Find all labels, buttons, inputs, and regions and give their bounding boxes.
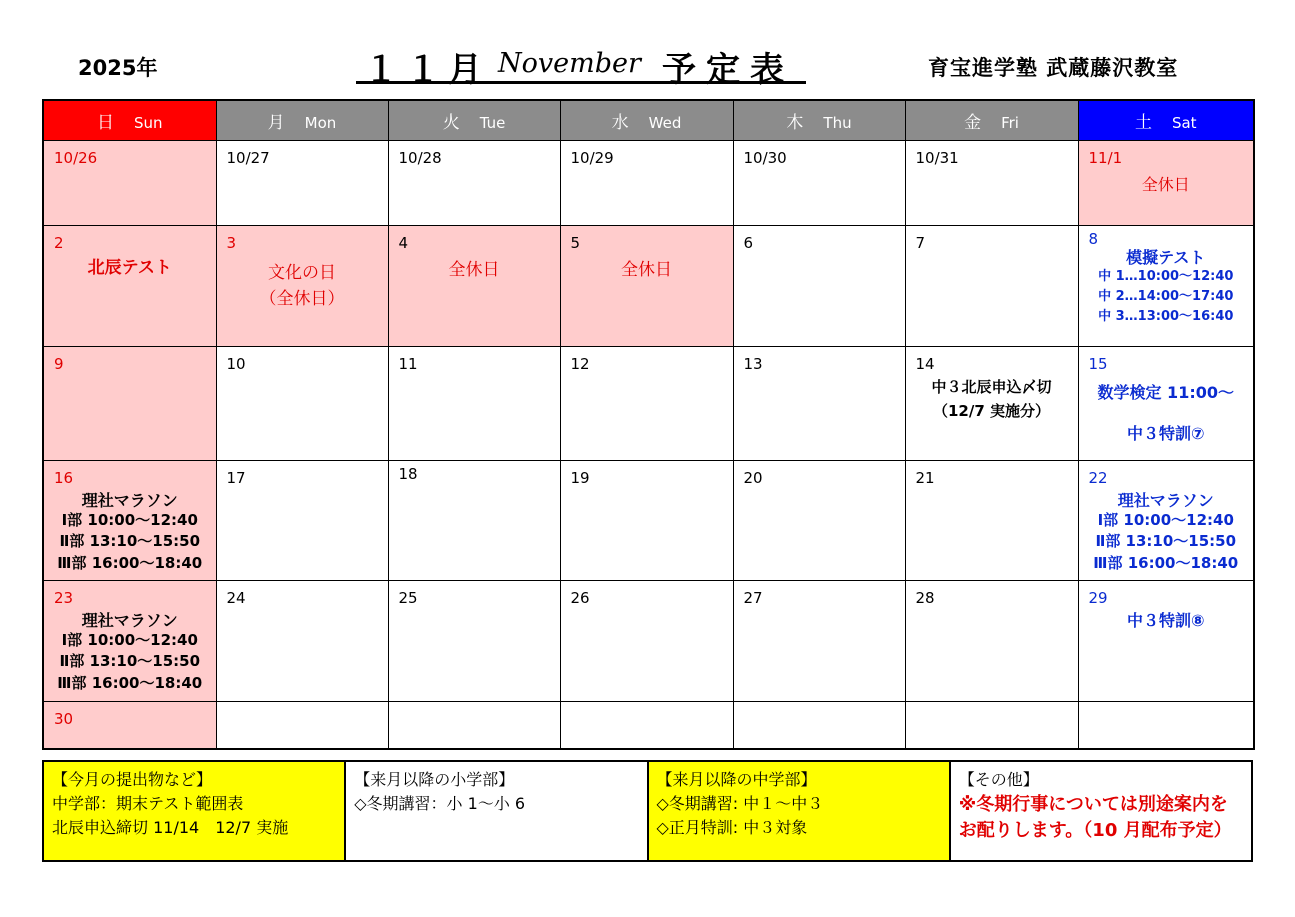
notes-line: ◇冬期講習：小 1～小 6 [354,794,526,813]
date-label: 10/29 [570,148,614,167]
day-cell [733,701,905,749]
notes-line: ◇冬期講習: 中１～中３ [656,794,824,813]
date-label: 4 [398,233,409,252]
day-cell [388,580,560,701]
day-header-sat: 土 Sat [1078,100,1254,140]
day-cell [905,580,1078,701]
event-text: Ⅱ部 13:10～15:50 [59,652,201,671]
event-title: 理社マラソン [81,490,178,510]
week-row [43,460,1254,580]
date-label: 8 [1088,229,1099,248]
date-label: 3 [226,233,237,252]
event-text: 中 2…14:00～17:40 [1098,288,1234,304]
day-cell [216,580,388,701]
date-label: 15 [1088,354,1108,373]
day-header-fri: 金 Fri [905,100,1078,140]
date-label: 22 [1088,468,1108,487]
date-label: 19 [570,468,590,487]
event-title: 模擬テスト [1126,247,1206,267]
notes-line: ◇正月特訓: 中３対象 [656,818,808,837]
year-label: 2025年 [78,56,158,80]
event-text: Ⅱ部 13:10～15:50 [59,532,201,551]
date-label: 23 [54,588,74,607]
day-cell [905,140,1078,225]
date-label: 30 [54,709,74,728]
event-text: 数学検定 11:00～ [1097,382,1234,402]
day-cell [905,701,1078,749]
date-label: 10/26 [54,148,98,167]
day-cell [1078,346,1254,460]
date-label: 13 [743,354,763,373]
day-cell [43,580,216,701]
week-row [43,140,1254,225]
date-label: 7 [915,233,926,252]
day-cell [1078,460,1254,580]
event-title: 理社マラソン [81,610,178,630]
day-header-wed: 水 Wed [560,100,733,140]
day-cell [388,140,560,225]
day-cell [43,140,216,225]
day-cell [43,701,216,749]
notes-junior-high [647,762,949,860]
day-cell [216,140,388,225]
day-cell [733,346,905,460]
event-text: Ⅲ部 16:00～18:40 [57,554,203,573]
event-text: （全休日） [259,288,345,309]
page-title [356,40,806,90]
day-cell [43,346,216,460]
date-label: 9 [54,354,64,373]
event-text: 中 1…10:00～12:40 [1098,268,1234,284]
event-text: 中３北辰申込〆切 [931,377,1052,396]
title-month-english: November [498,48,641,79]
event-text: Ⅲ部 16:00～18:40 [57,674,203,693]
day-cell [216,701,388,749]
date-label: 26 [570,588,590,607]
notes-elementary [344,762,646,860]
day-cell [560,701,733,749]
date-label: 17 [226,468,246,487]
day-header-sun: 日 Sun [43,100,216,140]
calendar-grid [42,99,1255,750]
title-month: １１月 [364,50,490,90]
date-label: 11/1 [1088,148,1123,167]
day-cell [388,460,560,580]
day-cell [560,580,733,701]
week-row [43,346,1254,460]
event-text: 全休日 [621,259,672,280]
event-text: Ⅰ部 10:00～12:40 [61,510,198,529]
event-text: 全休日 [1141,174,1190,194]
event-text: 中 3…13:00～16:40 [1098,308,1234,324]
notes-footer [42,760,1253,862]
day-cell [733,225,905,346]
event-title: 理社マラソン [1117,490,1214,510]
date-label: 12 [570,354,590,373]
date-label: 29 [1088,588,1108,607]
date-label: 28 [915,588,935,607]
day-cell [560,346,733,460]
day-cell [905,460,1078,580]
event-text: 文化の日 [268,262,336,283]
event-text: 北辰テスト [87,257,172,278]
school-name: 育宝進学塾 武蔵藤沢教室 [928,56,1179,80]
day-cell [388,701,560,749]
day-cell [1078,140,1254,225]
notes-other [949,762,1251,860]
day-cell [43,225,216,346]
notes-line: お配りします。（10 月配布予定） [958,820,1232,842]
notes-title: 【来月以降の中学部】 [656,770,817,789]
weekday-header-row [43,100,1254,140]
day-cell [905,225,1078,346]
day-cell [733,580,905,701]
event-text: 全休日 [448,259,500,280]
title-schedule: 予定表 [662,50,794,90]
day-cell [1078,580,1254,701]
date-label: 2 [54,233,64,252]
notes-line: 北辰申込締切 11/14 12/7 実施 [52,818,289,837]
notes-line: ※冬期行事については別途案内を [958,794,1228,815]
date-label: 24 [226,588,246,607]
date-label: 11 [398,354,418,373]
day-cell [388,225,560,346]
date-label: 27 [743,588,763,607]
day-cell [733,140,905,225]
week-row [43,580,1254,701]
day-cell [1078,701,1254,749]
date-label: 10/30 [743,148,787,167]
event-text: Ⅰ部 10:00～12:40 [1097,510,1234,529]
week-row [43,225,1254,346]
day-cell [560,140,733,225]
notes-title: 【来月以降の小学部】 [354,770,515,789]
day-cell [216,225,388,346]
week-row [43,701,1254,749]
notes-title: 【その他】 [958,770,1039,789]
date-label: 10 [226,354,246,373]
day-cell [216,460,388,580]
date-label: 16 [54,468,74,487]
event-text: 中３特訓⑧ [1126,610,1205,630]
day-cell [388,346,560,460]
date-label: 5 [570,233,581,252]
day-cell [216,346,388,460]
day-cell [560,225,733,346]
notes-line: 中学部：期末テスト範囲表 [52,794,244,813]
date-label: 25 [398,588,418,607]
event-text: Ⅰ部 10:00～12:40 [61,630,198,649]
day-cell [1078,225,1254,346]
date-label: 10/31 [915,148,959,167]
date-label: 6 [743,233,754,252]
day-header-mon: 月 Mon [216,100,388,140]
notes-title: 【今月の提出物など】 [52,770,213,789]
date-label: 18 [398,464,418,483]
date-label: 14 [915,354,935,373]
day-cell [43,460,216,580]
date-label: 20 [743,468,763,487]
event-text: Ⅱ部 13:10～15:50 [1095,532,1237,551]
event-text: Ⅲ部 16:00～18:40 [1093,554,1239,573]
day-header-thu: 木 Thu [733,100,905,140]
day-cell [560,460,733,580]
event-text: （12/7 実施分） [932,401,1050,420]
date-label: 21 [915,468,935,487]
notes-this-month [44,762,344,860]
day-header-tue: 火 Tue [388,100,560,140]
day-cell [905,346,1078,460]
date-label: 10/28 [398,148,442,167]
day-cell [733,460,905,580]
date-label: 10/27 [226,148,270,167]
event-text: 中３特訓⑦ [1126,423,1205,443]
